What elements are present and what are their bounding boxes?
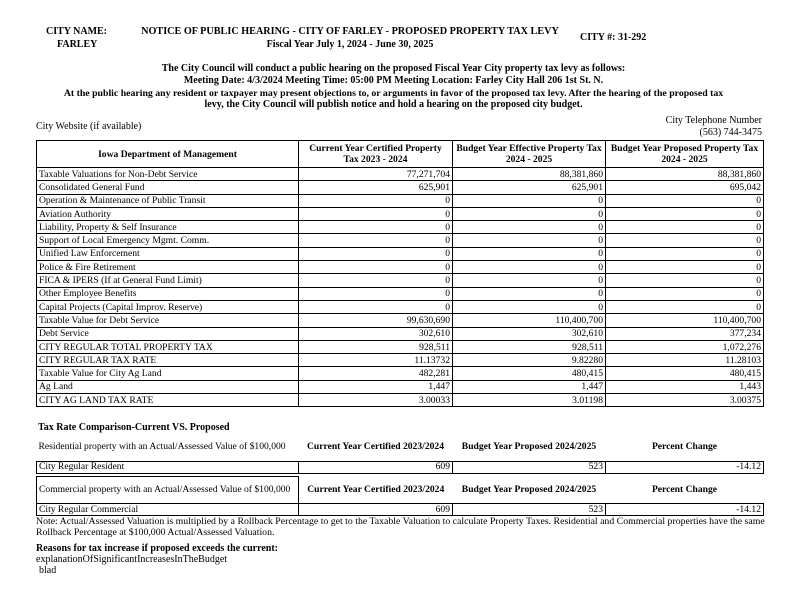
budget-effective-value: 625,901: [453, 181, 606, 194]
row-label: Taxable Valuations for Non-Debt Service: [37, 168, 299, 181]
current-year-value: 482,281: [299, 367, 453, 380]
table-row: [37, 274, 764, 287]
fiscal-year: Fiscal Year July 1, 2024 - June 30, 2025: [266, 39, 434, 50]
table-row: [37, 300, 764, 313]
current-year-value: 0: [299, 221, 453, 234]
current-year-value: 3.00033: [299, 394, 453, 407]
current-year-value: 302,610: [299, 327, 453, 340]
residential-budget: 523: [453, 461, 606, 473]
reasons-line-2: blad: [39, 565, 57, 576]
table-row: [37, 340, 764, 353]
intro-line-4: levy, the City Council will publish notice and hold a hearing on the proposed city budget.: [204, 99, 583, 110]
budget-effective-value: 0: [453, 207, 606, 220]
current-year-value: 0: [299, 207, 453, 220]
current-year-value: 625,901: [299, 181, 453, 194]
commercial-change: -14.12: [606, 504, 764, 516]
row-label: FICA & IPERS (If at General Fund Limit): [37, 274, 299, 287]
budget-proposed-value: 0: [606, 300, 764, 313]
reasons-title: Reasons for tax increase if proposed exceeds the current:: [36, 543, 279, 554]
phone-number: (563) 744-3475: [699, 127, 762, 138]
residential-header-current: Current Year Certified 2023/2024: [306, 441, 445, 453]
budget-effective-value: 9.82280: [453, 354, 606, 367]
current-year-value: 0: [299, 261, 453, 274]
budget-proposed-value: 0: [606, 287, 764, 300]
header-iowa-dom: Iowa Department of Management: [37, 141, 299, 168]
residential-change: -14.12: [606, 461, 764, 473]
notice-title: NOTICE OF PUBLIC HEARING - CITY OF FARLEY - PROPOSED PROPERTY TAX LEVY: [141, 26, 559, 37]
budget-effective-value: 0: [453, 234, 606, 247]
budget-proposed-value: 377,234: [606, 327, 764, 340]
budget-proposed-value: 695,042: [606, 181, 764, 194]
city-number: CITY #: 31-292: [580, 32, 647, 43]
budget-effective-value: 928,511: [453, 340, 606, 353]
table-row: [37, 394, 764, 407]
budget-proposed-value: 0: [606, 221, 764, 234]
residential-comparison-table: [36, 434, 764, 474]
row-label: Aviation Authority: [37, 207, 299, 220]
commercial-budget: 523: [453, 504, 606, 516]
row-label: Unified Law Enforcement: [37, 247, 299, 260]
table-row: [37, 380, 764, 393]
website-label: City Website (if available): [36, 121, 142, 132]
budget-effective-value: 0: [453, 274, 606, 287]
budget-effective-value: 0: [453, 194, 606, 207]
phone-label: City Telephone Number: [665, 115, 762, 126]
budget-effective-value: 0: [453, 287, 606, 300]
current-year-value: 77,271,704: [299, 168, 453, 181]
budget-effective-value: 480,415: [453, 367, 606, 380]
current-year-value: 0: [299, 234, 453, 247]
commercial-current: 609: [299, 504, 453, 516]
row-label: Support of Local Emergency Mgmt. Comm.: [37, 234, 299, 247]
residential-desc: Residential property with an Actual/Assessed Value of $100,000: [38, 441, 286, 453]
row-label: Liability, Property & Self Insurance: [37, 221, 299, 234]
row-label: Other Employee Benefits: [37, 287, 299, 300]
current-year-value: 928,511: [299, 340, 453, 353]
current-year-value: 0: [299, 274, 453, 287]
budget-proposed-value: 0: [606, 274, 764, 287]
row-label: CITY REGULAR TAX RATE: [37, 354, 299, 367]
current-year-value: 0: [299, 247, 453, 260]
budget-effective-value: 302,610: [453, 327, 606, 340]
current-year-value: 99,630,690: [299, 314, 453, 327]
budget-proposed-value: 0: [606, 194, 764, 207]
row-label: Taxable Value for City Ag Land: [37, 367, 299, 380]
budget-proposed-value: 3.00375: [606, 394, 764, 407]
table-row: [37, 367, 764, 380]
budget-proposed-value: 0: [606, 247, 764, 260]
table-row: [37, 194, 764, 207]
reasons-line-1: explanationOfSignificantIncreasesInTheBudget: [36, 554, 228, 565]
commercial-header-current: Current Year Certified 2023/2024: [307, 483, 445, 495]
table-body: [37, 168, 764, 407]
row-label: Taxable Value for Debt Service: [37, 314, 299, 327]
table-row: [37, 327, 764, 340]
table-row: [37, 207, 764, 220]
budget-effective-value: 3.01198: [453, 394, 606, 407]
row-label: CITY REGULAR TOTAL PROPERTY TAX: [37, 340, 299, 353]
current-year-value: 0: [299, 287, 453, 300]
city-name: FARLEY: [57, 39, 98, 50]
budget-proposed-value: 1,443: [606, 380, 764, 393]
table-row: [37, 168, 764, 181]
property-tax-table: [36, 140, 764, 407]
residential-label: City Regular Resident: [37, 461, 299, 473]
table-row: [37, 234, 764, 247]
budget-proposed-value: 0: [606, 207, 764, 220]
current-year-value: 11.13732: [299, 354, 453, 367]
budget-effective-value: 1,447: [453, 380, 606, 393]
row-label: Police & Fire Retirement: [37, 261, 299, 274]
budget-effective-value: 88,381,860: [453, 168, 606, 181]
current-year-value: 1,447: [299, 380, 453, 393]
meeting-info: Meeting Date: 4/3/2024 Meeting Time: 05:00 PM Meeting Location: Farley City Hall 206 1st St. N.: [183, 75, 604, 86]
budget-proposed-value: 0: [606, 234, 764, 247]
intro-line-1: The City Council will conduct a public hearing on the proposed Fiscal Year City property tax levy as follows:: [161, 63, 626, 74]
budget-effective-value: 110,400,700: [453, 314, 606, 327]
budget-effective-value: 0: [453, 221, 606, 234]
header-budget-proposed: Budget Year Proposed Property Tax 2024 - 2025: [606, 141, 764, 168]
budget-proposed-value: 480,415: [606, 367, 764, 380]
table-row: [37, 354, 764, 367]
city-name-label: CITY NAME:: [46, 26, 108, 37]
row-label: Debt Service: [37, 327, 299, 340]
commercial-comparison-table: [36, 476, 764, 516]
commercial-header-budget: Budget Year Proposed 2024/2025: [461, 483, 597, 495]
row-label: Operation & Maintenance of Public Transit: [37, 194, 299, 207]
budget-proposed-value: 88,381,860: [606, 168, 764, 181]
table-row: [37, 287, 764, 300]
residential-header-percent: Percent Change: [651, 441, 718, 453]
residential-header-budget: Budget Year Proposed 2024/2025: [461, 441, 597, 453]
table-row: [37, 261, 764, 274]
commercial-header-percent: Percent Change: [651, 483, 718, 495]
row-label: Consolidated General Fund: [37, 181, 299, 194]
budget-proposed-value: 110,400,700: [606, 314, 764, 327]
header-budget-effective: Budget Year Effective Property Tax 2024 - 2025: [453, 141, 606, 168]
commercial-desc: Commercial property with an Actual/Assessed Value of $100,000: [37, 477, 299, 504]
row-label: CITY AG LAND TAX RATE: [37, 394, 299, 407]
header-current-year: Current Year Certified Property Tax 2023 - 2024: [299, 141, 453, 168]
row-label: Capital Projects (Capital Improv. Reserve): [37, 300, 299, 313]
table-row: [37, 221, 764, 234]
budget-effective-value: 0: [453, 247, 606, 260]
residential-current: 609: [299, 461, 453, 473]
row-label: Ag Land: [37, 380, 299, 393]
budget-proposed-value: 11.28103: [606, 354, 764, 367]
table-row: [37, 181, 764, 194]
budget-effective-value: 0: [453, 261, 606, 274]
table-header-row: [37, 141, 764, 168]
comparison-title: Tax Rate Comparison-Current VS. Proposed: [38, 422, 230, 433]
commercial-label: City Regular Commercial: [37, 504, 299, 516]
current-year-value: 0: [299, 300, 453, 313]
table-row: [37, 314, 764, 327]
table-row: [37, 247, 764, 260]
budget-proposed-value: 1,072,276: [606, 340, 764, 353]
rollback-note: Note: Actual/Assessed Valuation is multiplied by a Rollback Percentage to get to the Taxable Valuation to calculate Property Taxes. Residential and Commercial properties have the same Rollback Percentage at $100,000 Actual/Assessed Valuation.: [36, 516, 765, 538]
intro-line-3: At the public hearing any resident or taxpayer may present objections to, or arguments in favor of the proposed tax levy. After the hearing of the proposed tax: [63, 88, 724, 99]
current-year-value: 0: [299, 194, 453, 207]
budget-proposed-value: 0: [606, 261, 764, 274]
budget-effective-value: 0: [453, 300, 606, 313]
